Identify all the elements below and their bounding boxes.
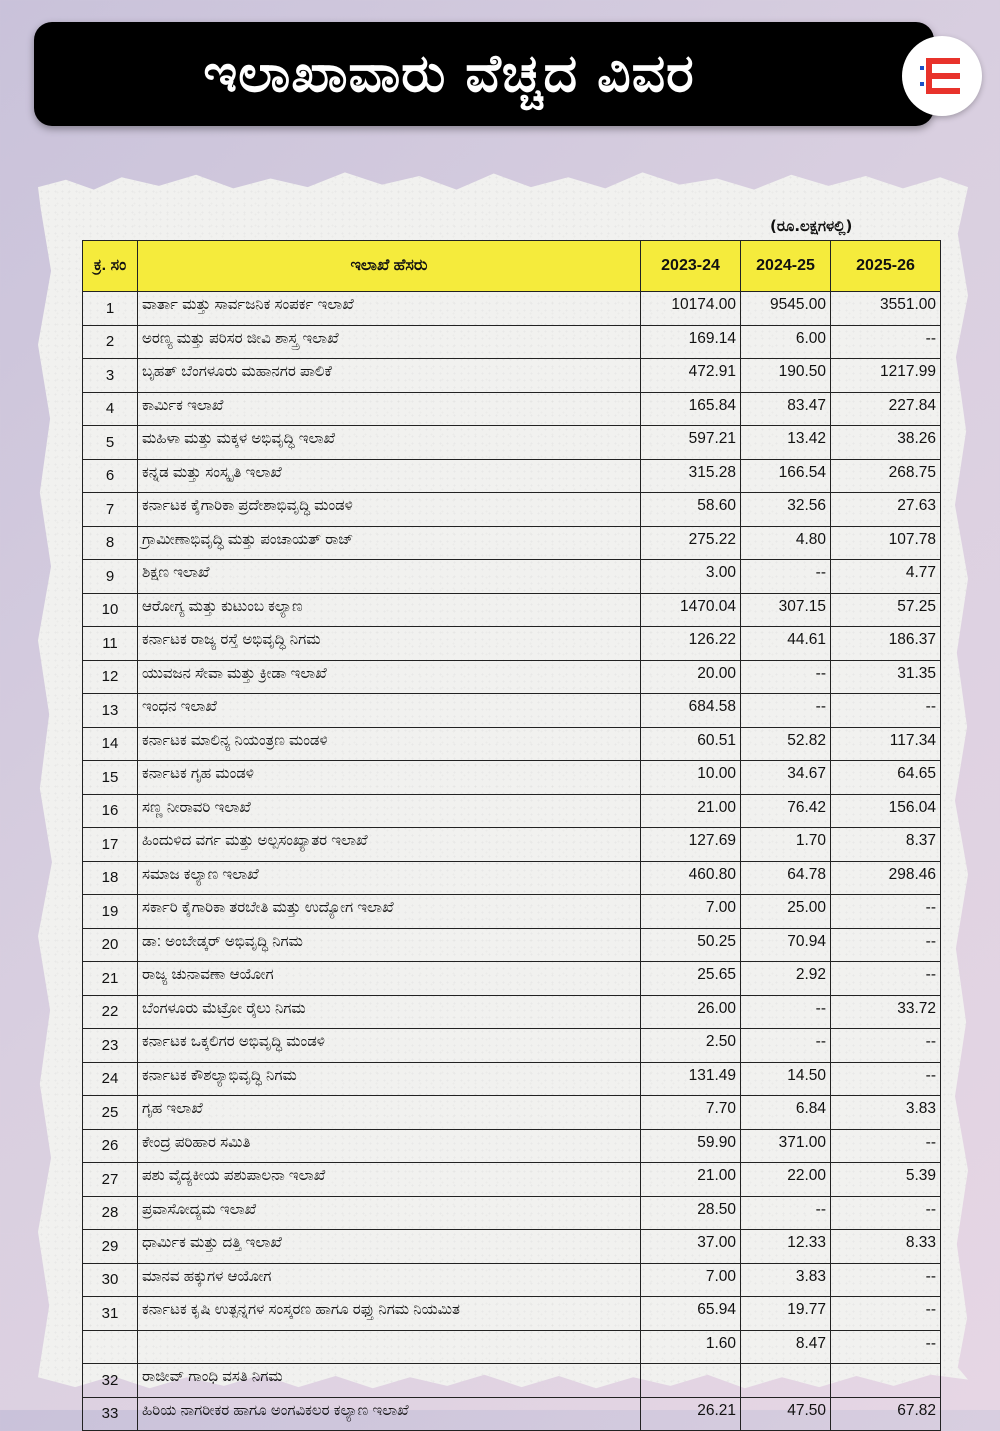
row-department: ಸಮಾಜ ಕಲ್ಯಾಣ ಇಲಾಖೆ (138, 861, 641, 895)
row-value-2024-25: 1.70 (741, 828, 831, 862)
row-value-2025-26: 67.82 (831, 1397, 941, 1431)
table-row (83, 1364, 941, 1398)
row-value-2024-25: -- (741, 995, 831, 1029)
row-department: ಕರ್ನಾಟಕ ಒಕ್ಕಲಿಗರ ಅಭಿವೃದ್ಧಿ ಮಂಡಳಿ (138, 1029, 641, 1063)
row-serial: 22 (83, 995, 138, 1029)
row-serial (83, 1330, 138, 1364)
row-value-2023-24: 275.22 (641, 526, 741, 560)
row-department: ಯುವಜನ ಸೇವಾ ಮತ್ತು ಕ್ರೀಡಾ ಇಲಾಖೆ (138, 660, 641, 694)
table-row (83, 1263, 941, 1297)
row-value-2024-25: 83.47 (741, 392, 831, 426)
row-department: ಗೃಹ ಇಲಾಖೆ (138, 1096, 641, 1130)
row-department: ಕಾರ್ಮಿಕ ಇಲಾಖೆ (138, 392, 641, 426)
row-value-2024-25: 44.61 (741, 627, 831, 661)
row-value-2024-25: 25.00 (741, 895, 831, 929)
row-value-2023-24: 472.91 (641, 359, 741, 393)
table-row (83, 560, 941, 594)
table-row (83, 526, 941, 560)
table-row (83, 292, 941, 326)
row-value-2024-25: -- (741, 1029, 831, 1063)
row-value-2024-25: 2.92 (741, 962, 831, 996)
table-row (83, 1129, 941, 1163)
row-department: ಶಿಕ್ಷಣ ಇಲಾಖೆ (138, 560, 641, 594)
row-value-2025-26: 3.83 (831, 1096, 941, 1130)
row-value-2025-26: 4.77 (831, 560, 941, 594)
row-value-2025-26: -- (831, 325, 941, 359)
row-serial: 13 (83, 694, 138, 728)
table-row (83, 593, 941, 627)
row-department: ಮಹಿಳಾ ಮತ್ತು ಮಕ್ಕಳ ಅಭಿವೃದ್ಧಿ ಇಲಾಖೆ (138, 426, 641, 460)
row-serial: 28 (83, 1196, 138, 1230)
unit-note: (ರೂ.ಲಕ್ಷಗಳಲ್ಲಿ) (770, 217, 853, 235)
row-value-2025-26: 156.04 (831, 794, 941, 828)
table-row (83, 1196, 941, 1230)
row-serial: 6 (83, 459, 138, 493)
row-value-2023-24: 7.70 (641, 1096, 741, 1130)
row-value-2025-26: -- (831, 962, 941, 996)
row-value-2025-26: -- (831, 694, 941, 728)
brand-logo (902, 36, 982, 116)
row-value-2023-24: 2.50 (641, 1029, 741, 1063)
row-value-2024-25: 14.50 (741, 1062, 831, 1096)
table-row (83, 426, 941, 460)
row-department: ವಾರ್ತಾ ಮತ್ತು ಸಾರ್ವಜನಿಕ ಸಂಪರ್ಕ ಇಲಾಖೆ (138, 292, 641, 326)
table-row (83, 1230, 941, 1264)
row-value-2025-26: 33.72 (831, 995, 941, 1029)
table-row (83, 828, 941, 862)
table-row (83, 459, 941, 493)
table-row (83, 627, 941, 661)
row-department: ಹಿಂದುಳಿದ ವರ್ಗ ಮತ್ತು ಅಲ್ಪಸಂಖ್ಯಾತರ ಇಲಾಖೆ (138, 828, 641, 862)
row-value-2023-24: 1.60 (641, 1330, 741, 1364)
row-department: ಕರ್ನಾಟಕ ರಾಜ್ಯ ರಸ್ತೆ ಅಭಿವೃದ್ಧಿ ನಿಗಮ (138, 627, 641, 661)
row-value-2023-24: 25.65 (641, 962, 741, 996)
row-value-2024-25: 47.50 (741, 1397, 831, 1431)
row-serial: 11 (83, 627, 138, 661)
col-serial: ಕ್ರ. ಸಂ (83, 241, 138, 292)
row-serial: 19 (83, 895, 138, 929)
row-department: ಅರಣ್ಯ ಮತ್ತು ಪರಿಸರ ಜೀವಿ ಶಾಸ್ತ್ರ ಇಲಾಖೆ (138, 325, 641, 359)
table-header-row (83, 241, 941, 292)
row-value-2025-26: 57.25 (831, 593, 941, 627)
table-row (83, 325, 941, 359)
table-row (83, 1330, 941, 1364)
row-value-2024-25: 4.80 (741, 526, 831, 560)
expenditure-table (82, 240, 941, 1431)
page-title: ಇಲಾಖಾವಾರು ವೆಚ್ಚದ ವಿವರ (203, 43, 695, 104)
row-value-2025-26: 107.78 (831, 526, 941, 560)
row-value-2025-26: -- (831, 928, 941, 962)
table-row (83, 895, 941, 929)
row-serial: 30 (83, 1263, 138, 1297)
row-value-2023-24: 59.90 (641, 1129, 741, 1163)
row-value-2023-24: 58.60 (641, 493, 741, 527)
table-row (83, 962, 941, 996)
row-value-2024-25: 9545.00 (741, 292, 831, 326)
row-serial: 21 (83, 962, 138, 996)
row-value-2025-26: 8.33 (831, 1230, 941, 1264)
row-department: ಕರ್ನಾಟಕ ಗೃಹ ಮಂಡಳಿ (138, 761, 641, 795)
row-department: ಆರೋಗ್ಯ ಮತ್ತು ಕುಟುಂಬ ಕಲ್ಯಾಣ (138, 593, 641, 627)
row-value-2023-24: 65.94 (641, 1297, 741, 1331)
row-serial: 24 (83, 1062, 138, 1096)
row-value-2025-26: 298.46 (831, 861, 941, 895)
table-row (83, 660, 941, 694)
col-department: ಇಲಾಖೆ ಹೆಸರು (138, 241, 641, 292)
row-value-2025-26: -- (831, 1129, 941, 1163)
row-value-2025-26: -- (831, 1330, 941, 1364)
row-serial: 9 (83, 560, 138, 594)
row-value-2023-24: 10174.00 (641, 292, 741, 326)
row-value-2024-25: 190.50 (741, 359, 831, 393)
row-value-2023-24: 20.00 (641, 660, 741, 694)
row-value-2023-24: 460.80 (641, 861, 741, 895)
row-value-2023-24: 169.14 (641, 325, 741, 359)
row-serial: 17 (83, 828, 138, 862)
row-serial: 5 (83, 426, 138, 460)
row-value-2024-25: 13.42 (741, 426, 831, 460)
row-serial: 10 (83, 593, 138, 627)
row-value-2024-25: 166.54 (741, 459, 831, 493)
row-serial: 15 (83, 761, 138, 795)
row-value-2024-25: 307.15 (741, 593, 831, 627)
row-value-2024-25: -- (741, 560, 831, 594)
table-row (83, 1163, 941, 1197)
row-department: ಕೇಂದ್ರ ಪರಿಹಾರ ಸಮಿತಿ (138, 1129, 641, 1163)
table-row (83, 1062, 941, 1096)
table-row (83, 1397, 941, 1431)
row-value-2023-24: 165.84 (641, 392, 741, 426)
row-value-2025-26 (831, 1364, 941, 1398)
row-value-2023-24: 127.69 (641, 828, 741, 862)
row-serial: 7 (83, 493, 138, 527)
row-department: ಸಣ್ಣ ನೀರಾವರಿ ಇಲಾಖೆ (138, 794, 641, 828)
row-value-2024-25: -- (741, 660, 831, 694)
row-value-2023-24: 37.00 (641, 1230, 741, 1264)
row-value-2024-25: 6.00 (741, 325, 831, 359)
row-department (138, 1330, 641, 1364)
e-logo-icon (902, 36, 982, 116)
row-department: ಕರ್ನಾಟಕ ಕೃಷಿ ಉತ್ಪನ್ನಗಳ ಸಂಸ್ಕರಣ ಹಾಗೂ ರಫ್ತು ನಿಗಮ ನಿಯಮಿತ (138, 1297, 641, 1331)
row-value-2024-25: 8.47 (741, 1330, 831, 1364)
row-department: ಕನ್ನಡ ಮತ್ತು ಸಂಸ್ಕೃತಿ ಇಲಾಖೆ (138, 459, 641, 493)
row-department: ಡಾ: ಅಂಬೇಡ್ಕರ್ ಅಭಿವೃದ್ಧಿ ನಿಗಮ (138, 928, 641, 962)
row-department: ರಾಜೀವ್ ಗಾಂಧಿ ವಸತಿ ನಿಗಮ (138, 1364, 641, 1398)
row-value-2024-25: 70.94 (741, 928, 831, 962)
row-value-2023-24: 7.00 (641, 1263, 741, 1297)
row-department: ಮಾನವ ಹಕ್ಕುಗಳ ಆಯೋಗ (138, 1263, 641, 1297)
row-value-2025-26: 3551.00 (831, 292, 941, 326)
row-department: ಪಶು ವೈದ್ಯಕೀಯ ಪಶುಪಾಲನಾ ಇಲಾಖೆ (138, 1163, 641, 1197)
header-banner (34, 22, 934, 126)
row-serial: 8 (83, 526, 138, 560)
row-value-2024-25: 12.33 (741, 1230, 831, 1264)
row-department: ಪ್ರವಾಸೋದ್ಯಮ ಇಲಾಖೆ (138, 1196, 641, 1230)
row-department: ಬೆಂಗಳೂರು ಮೆಟ್ರೋ ರೈಲು ನಿಗಮ (138, 995, 641, 1029)
row-value-2024-25: 3.83 (741, 1263, 831, 1297)
row-value-2023-24: 131.49 (641, 1062, 741, 1096)
table-row (83, 1096, 941, 1130)
row-serial: 27 (83, 1163, 138, 1197)
row-value-2024-25: 34.67 (741, 761, 831, 795)
row-value-2023-24: 60.51 (641, 727, 741, 761)
row-serial: 25 (83, 1096, 138, 1130)
row-value-2023-24: 21.00 (641, 1163, 741, 1197)
row-value-2025-26: 186.37 (831, 627, 941, 661)
table-row (83, 1297, 941, 1331)
row-value-2025-26: 31.35 (831, 660, 941, 694)
row-serial: 3 (83, 359, 138, 393)
table-row (83, 761, 941, 795)
table-row (83, 794, 941, 828)
row-serial: 31 (83, 1297, 138, 1331)
row-value-2024-25: 32.56 (741, 493, 831, 527)
row-value-2023-24: 126.22 (641, 627, 741, 661)
row-value-2025-26: 8.37 (831, 828, 941, 862)
row-value-2025-26: 268.75 (831, 459, 941, 493)
row-value-2023-24: 26.21 (641, 1397, 741, 1431)
row-value-2025-26: 117.34 (831, 727, 941, 761)
row-value-2025-26: 64.65 (831, 761, 941, 795)
row-department: ರಾಜ್ಯ ಚುನಾವಣಾ ಆಯೋಗ (138, 962, 641, 996)
row-value-2025-26: 5.39 (831, 1163, 941, 1197)
row-serial: 18 (83, 861, 138, 895)
row-value-2023-24: 28.50 (641, 1196, 741, 1230)
row-serial: 23 (83, 1029, 138, 1063)
row-value-2025-26: -- (831, 895, 941, 929)
row-value-2024-25: 19.77 (741, 1297, 831, 1331)
row-value-2023-24: 684.58 (641, 694, 741, 728)
row-value-2025-26: -- (831, 1029, 941, 1063)
row-value-2025-26: 27.63 (831, 493, 941, 527)
row-value-2023-24: 10.00 (641, 761, 741, 795)
row-value-2023-24: 7.00 (641, 895, 741, 929)
row-value-2023-24: 21.00 (641, 794, 741, 828)
row-department: ಕರ್ನಾಟಕ ಕೌಶಲ್ಯಾಭಿವೃದ್ಧಿ ನಿಗಮ (138, 1062, 641, 1096)
row-value-2024-25: -- (741, 1196, 831, 1230)
row-value-2024-25: 22.00 (741, 1163, 831, 1197)
table-row (83, 995, 941, 1029)
row-value-2024-25: -- (741, 694, 831, 728)
col-2023-24: 2023-24 (641, 241, 741, 292)
row-value-2023-24: 315.28 (641, 459, 741, 493)
row-department: ಹಿರಿಯ ನಾಗರೀಕರ ಹಾಗೂ ಅಂಗವಿಕಲರ ಕಲ್ಯಾಣ ಇಲಾಖೆ (138, 1397, 641, 1431)
row-serial: 33 (83, 1397, 138, 1431)
row-value-2024-25: 371.00 (741, 1129, 831, 1163)
row-serial: 32 (83, 1364, 138, 1398)
row-serial: 26 (83, 1129, 138, 1163)
table-row (83, 359, 941, 393)
row-serial: 14 (83, 727, 138, 761)
row-serial: 16 (83, 794, 138, 828)
row-value-2023-24: 26.00 (641, 995, 741, 1029)
row-value-2025-26: 38.26 (831, 426, 941, 460)
row-value-2023-24: 1470.04 (641, 593, 741, 627)
row-serial: 12 (83, 660, 138, 694)
row-department: ಬೃಹತ್ ಬೆಂಗಳೂರು ಮಹಾನಗರ ಪಾಲಿಕೆ (138, 359, 641, 393)
table-row (83, 727, 941, 761)
row-value-2024-25: 6.84 (741, 1096, 831, 1130)
table-row (83, 392, 941, 426)
row-serial: 2 (83, 325, 138, 359)
row-value-2025-26: 227.84 (831, 392, 941, 426)
row-value-2025-26: 1217.99 (831, 359, 941, 393)
table-row (83, 493, 941, 527)
row-serial: 29 (83, 1230, 138, 1264)
table-row (83, 928, 941, 962)
row-department: ಸರ್ಕಾರಿ ಕೈಗಾರಿಕಾ ತರಬೇತಿ ಮತ್ತು ಉದ್ಯೋಗ ಇಲಾಖೆ (138, 895, 641, 929)
table-row (83, 1029, 941, 1063)
row-department: ಧಾರ್ಮಿಕ ಮತ್ತು ದತ್ತಿ ಇಲಾಖೆ (138, 1230, 641, 1264)
row-value-2023-24: 597.21 (641, 426, 741, 460)
row-serial: 4 (83, 392, 138, 426)
table-row (83, 694, 941, 728)
row-department: ಗ್ರಾಮೀಣಾಭಿವೃದ್ಧಿ ಮತ್ತು ಪಂಚಾಯತ್ ರಾಜ್ (138, 526, 641, 560)
table-body (83, 292, 941, 1431)
col-2025-26: 2025-26 (831, 241, 941, 292)
row-value-2025-26: -- (831, 1196, 941, 1230)
row-value-2023-24: 50.25 (641, 928, 741, 962)
row-value-2023-24 (641, 1364, 741, 1398)
row-value-2025-26: -- (831, 1062, 941, 1096)
row-value-2024-25 (741, 1364, 831, 1398)
row-department: ಕರ್ನಾಟಕ ಮಾಲಿನ್ಯ ನಿಯಂತ್ರಣ ಮಂಡಳಿ (138, 727, 641, 761)
row-value-2023-24: 3.00 (641, 560, 741, 594)
row-serial: 1 (83, 292, 138, 326)
row-value-2024-25: 76.42 (741, 794, 831, 828)
row-value-2025-26: -- (831, 1263, 941, 1297)
row-value-2024-25: 52.82 (741, 727, 831, 761)
row-serial: 20 (83, 928, 138, 962)
row-value-2025-26: -- (831, 1297, 941, 1331)
row-department: ಕರ್ನಾಟಕ ಕೈಗಾರಿಕಾ ಪ್ರದೇಶಾಭಿವೃದ್ಧಿ ಮಂಡಳಿ (138, 493, 641, 527)
row-value-2024-25: 64.78 (741, 861, 831, 895)
table-row (83, 861, 941, 895)
col-2024-25: 2024-25 (741, 241, 831, 292)
row-department: ಇಂಧನ ಇಲಾಖೆ (138, 694, 641, 728)
